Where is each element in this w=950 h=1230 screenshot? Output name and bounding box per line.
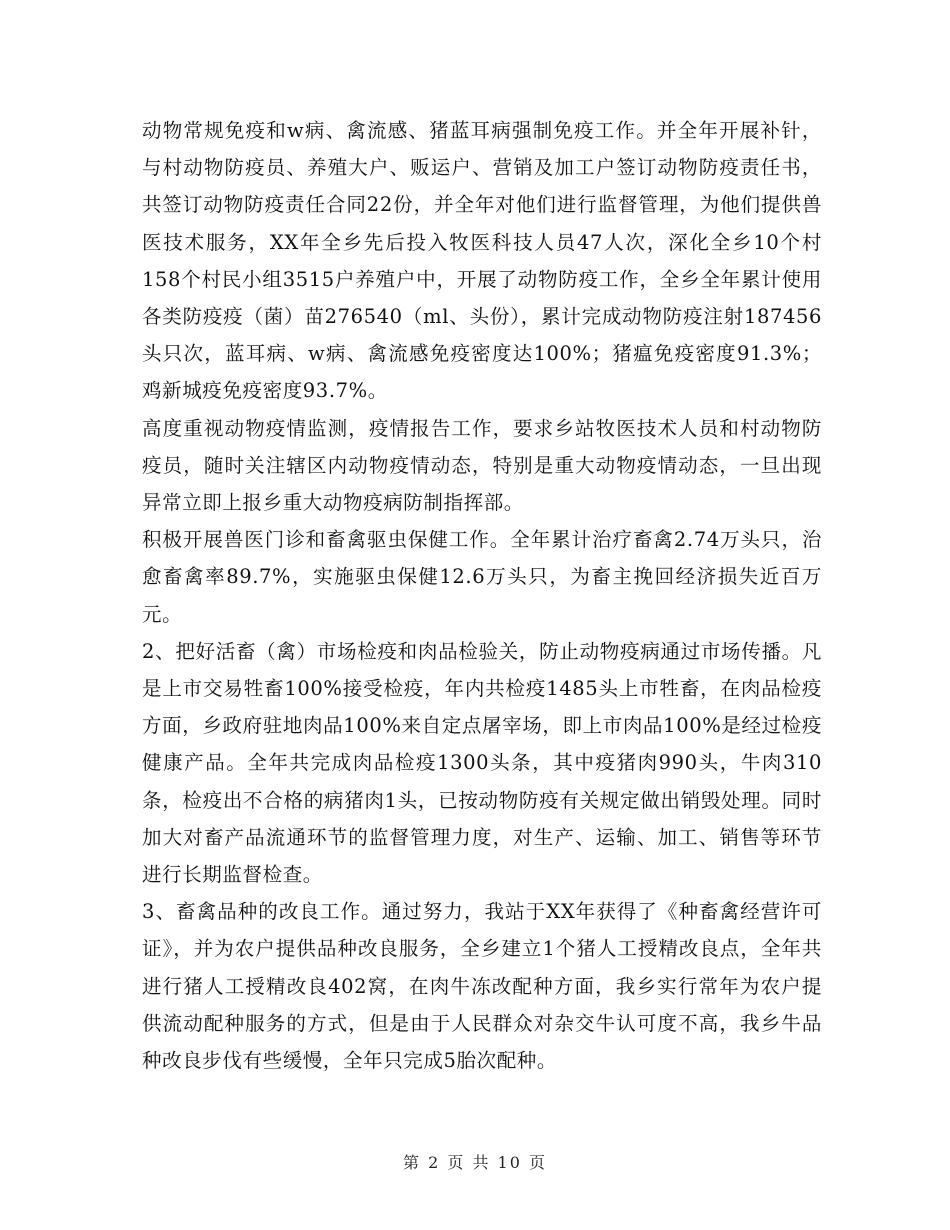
body-text: [142, 112, 822, 1079]
paragraph-immunization: 动物常规免疫和w病、禽流感、猪蓝耳病强制免疫工作。并全年开展补针，与村动物防疫员、养殖大户、贩运户、营销及加工户签订动物防疫责任书，共签订动物防疫责任合同22份，并全年对他们进行监督管理，为他们提供兽医技术服务，XX年全乡先后投入牧医科技人员47人次，深化全乡10个村158个村民小组3515户养殖户中，开展了动物防疫工作，全乡全年累计使用各类防疫疫（菌）苗276540（ml、头份），累计完成动物防疫注射187456头只次，蓝耳病、w病、禽流感免疫密度达100%；猪瘟免疫密度91.3%；鸡新城疫免疫密度93.7%。: [142, 119, 822, 403]
page-number-footer: 第 2 页 共 10 页: [403, 1153, 547, 1172]
paragraph-veterinary-clinic: 积极开展兽医门诊和畜禽驱虫保健工作。全年累计治疗畜禽2.74万头只，治愈畜禽率89.7%，实施驱虫保健12.6万头只，为畜主挽回经济损失近百万元。: [142, 528, 822, 626]
paragraph-epidemic-monitoring: 高度重视动物疫情监测，疫情报告工作，要求乡站牧医技术人员和村动物防疫员，随时关注辖区内动物疫情动态，特别是重大动物疫情动态，一旦出现异常立即上报乡重大动物疫病防制指挥部。: [142, 416, 822, 515]
paragraph-market-quarantine: 2、把好活畜（禽）市场检疫和肉品检验关，防止动物疫病通过市场传播。凡是上市交易牲畜100%接受检疫，年内共检疫1485头上市牲畜，在肉品检疫方面，乡政府驻地肉品100%来自定点屠宰场，即上市肉品100%是经过检疫健康产品。全年共完成肉品检疫1300头条，其中疫猪肉990头，牛肉310条，检疫出不合格的病猪肉1头，已按动物防疫有关规定做出销毁处理。同时加大对畜产品流通环节的监督管理力度，对生产、运输、加工、销售等环节进行长期监督检查。: [142, 639, 822, 887]
paragraph-breed-improvement: 3、畜禽品种的改良工作。通过努力，我站于XX年获得了《种畜禽经营许可证》，并为农户提供品种改良服务，全乡建立1个猪人工授精改良点，全年共进行猪人工授精改良402窝，在肉牛冻改配种方面，我乡实行常年为农户提供流动配种服务的方式，但是由于人民群众对杂交牛认可度不高，我乡牛品种改良步伐有些缓慢，全年只完成5胎次配种。: [142, 900, 822, 1073]
